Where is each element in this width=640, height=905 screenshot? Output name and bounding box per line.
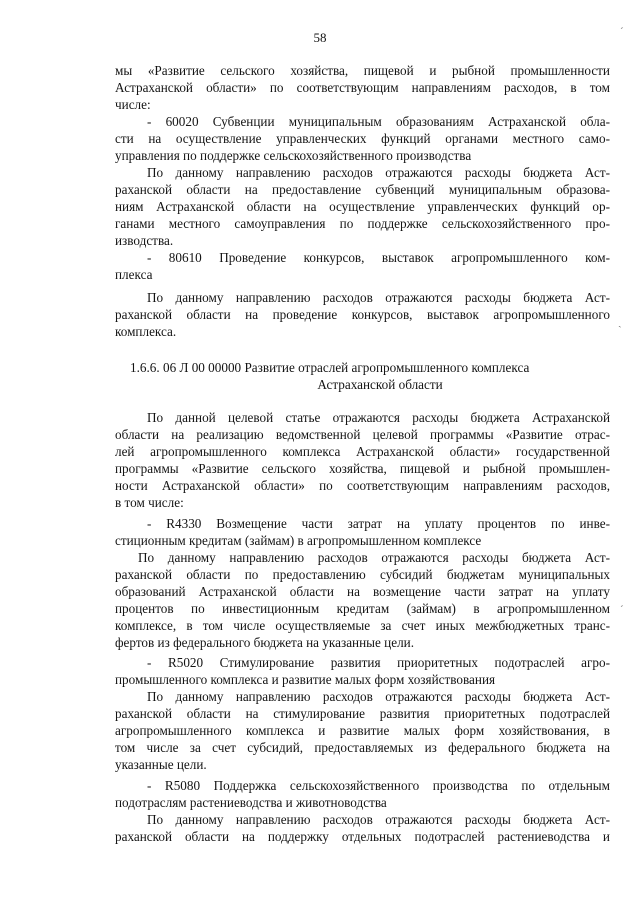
- body-line: По данному направлению расходов отражаются расходы бюджета Аст-: [138, 550, 610, 565]
- body-line: указанные цели.: [115, 757, 207, 772]
- body-line: сти на осуществление управленческих функций органами местного само-: [115, 131, 610, 146]
- body-line: процентов по инвестиционным кредитам (займам) в агропромышленном: [115, 601, 610, 616]
- body-line: подотраслям растениеводства и животноводства: [115, 795, 387, 810]
- body-line: плекса: [115, 267, 153, 282]
- body-line: том числе за счет субсидий, предоставляемых из федерального бюджета на: [115, 740, 610, 755]
- body-line: По данному направлению расходов отражаются расходы бюджета Аст-: [147, 290, 610, 305]
- body-line: ганами местного самоуправления по поддержке сельскохозяйственного про-: [115, 216, 610, 231]
- scan-mark: ˊ: [620, 604, 624, 616]
- body-line: комплекса.: [115, 324, 177, 339]
- list-item-60020: - 60020 Субвенции муниципальным образованиям Астраханской обла-: [147, 114, 610, 129]
- body-line: раханской области на предоставление субвенций муниципальным образова-: [115, 182, 610, 197]
- body-line: программы «Развитие сельского хозяйства, пищевой и рыбной промышлен-: [115, 461, 610, 476]
- page-number: 58: [313, 30, 327, 45]
- body-line: в том числе:: [115, 495, 184, 510]
- body-line: раханской области по предоставлению субсидий бюджетам муниципальных: [115, 567, 610, 582]
- list-item-r5080: - R5080 Поддержка сельскохозяйственного производства по отдельным: [147, 778, 610, 793]
- list-item-r4330: - R4330 Возмещение части затрат на уплату процентов по инве-: [147, 516, 610, 531]
- body-line: управления по поддержке сельскохозяйственного производства: [115, 148, 472, 163]
- section-heading-line1: 1.6.6. 06 Л 00 00000 Развитие отраслей агропромышленного комплекса: [130, 360, 530, 375]
- body-line: раханской области на поддержку отдельных подотраслей растениеводства и: [115, 829, 610, 844]
- body-line: агропромышленного комплекса и развитие малых форм хозяйствования, в: [115, 723, 610, 738]
- body-line: По данному направлению расходов отражаются расходы бюджета Аст-: [147, 689, 610, 704]
- list-item-80610: - 80610 Проведение конкурсов, выставок агропромышленного ком-: [147, 250, 610, 265]
- body-line: Астраханской области» по соответствующим направлениям расходов, в том: [115, 80, 610, 95]
- body-line: образований Астраханской области на возмещение части затрат на уплату: [115, 584, 610, 599]
- body-line: комплексе, в том числе осуществляемые за счет иных межбюджетных транс-: [115, 618, 610, 633]
- body-line: По данной целевой статье отражаются расходы бюджета Астраханской: [147, 410, 610, 425]
- body-line: По данному направлению расходов отражаются расходы бюджета Аст-: [147, 165, 610, 180]
- body-line: области на реализацию ведомственной целевой программы «Развитие отрас-: [115, 427, 610, 442]
- scan-mark: ˊ: [620, 26, 624, 38]
- body-line: ниям Астраханской области на осуществление управленческих функций ор-: [115, 199, 610, 214]
- body-line: По данному направлению расходов отражаются расходы бюджета Аст-: [147, 812, 610, 827]
- body-line: промышленного комплекса и развитие малых форм хозяйствования: [115, 672, 496, 687]
- body-line: стиционным кредитам (займам) в агропромышленном комплексе: [115, 533, 482, 548]
- body-line: лей агропромышленного комплекса Астраханской области» государственной: [115, 444, 610, 459]
- body-line: ности Астраханской области» по соответствующим направлениям расходов,: [115, 478, 610, 493]
- body-line: фертов из федерального бюджета на указанные цели.: [115, 635, 415, 650]
- section-heading-line2: Астраханской области: [317, 377, 443, 392]
- list-item-r5020: - R5020 Стимулирование развития приоритетных подотраслей агро-: [147, 655, 610, 670]
- body-line: раханской области на проведение конкурсов, выставок агропромышленного: [115, 307, 610, 322]
- body-line: числе:: [115, 97, 151, 112]
- body-line: мы «Развитие сельского хозяйства, пищевой и рыбной промышленности: [115, 63, 610, 78]
- body-line: изводства.: [115, 233, 174, 248]
- body-line: раханской области на стимулирование развития приоритетных подотраслей: [115, 706, 610, 721]
- section-heading: [130, 359, 590, 393]
- scan-mark: ˏ: [618, 316, 622, 328]
